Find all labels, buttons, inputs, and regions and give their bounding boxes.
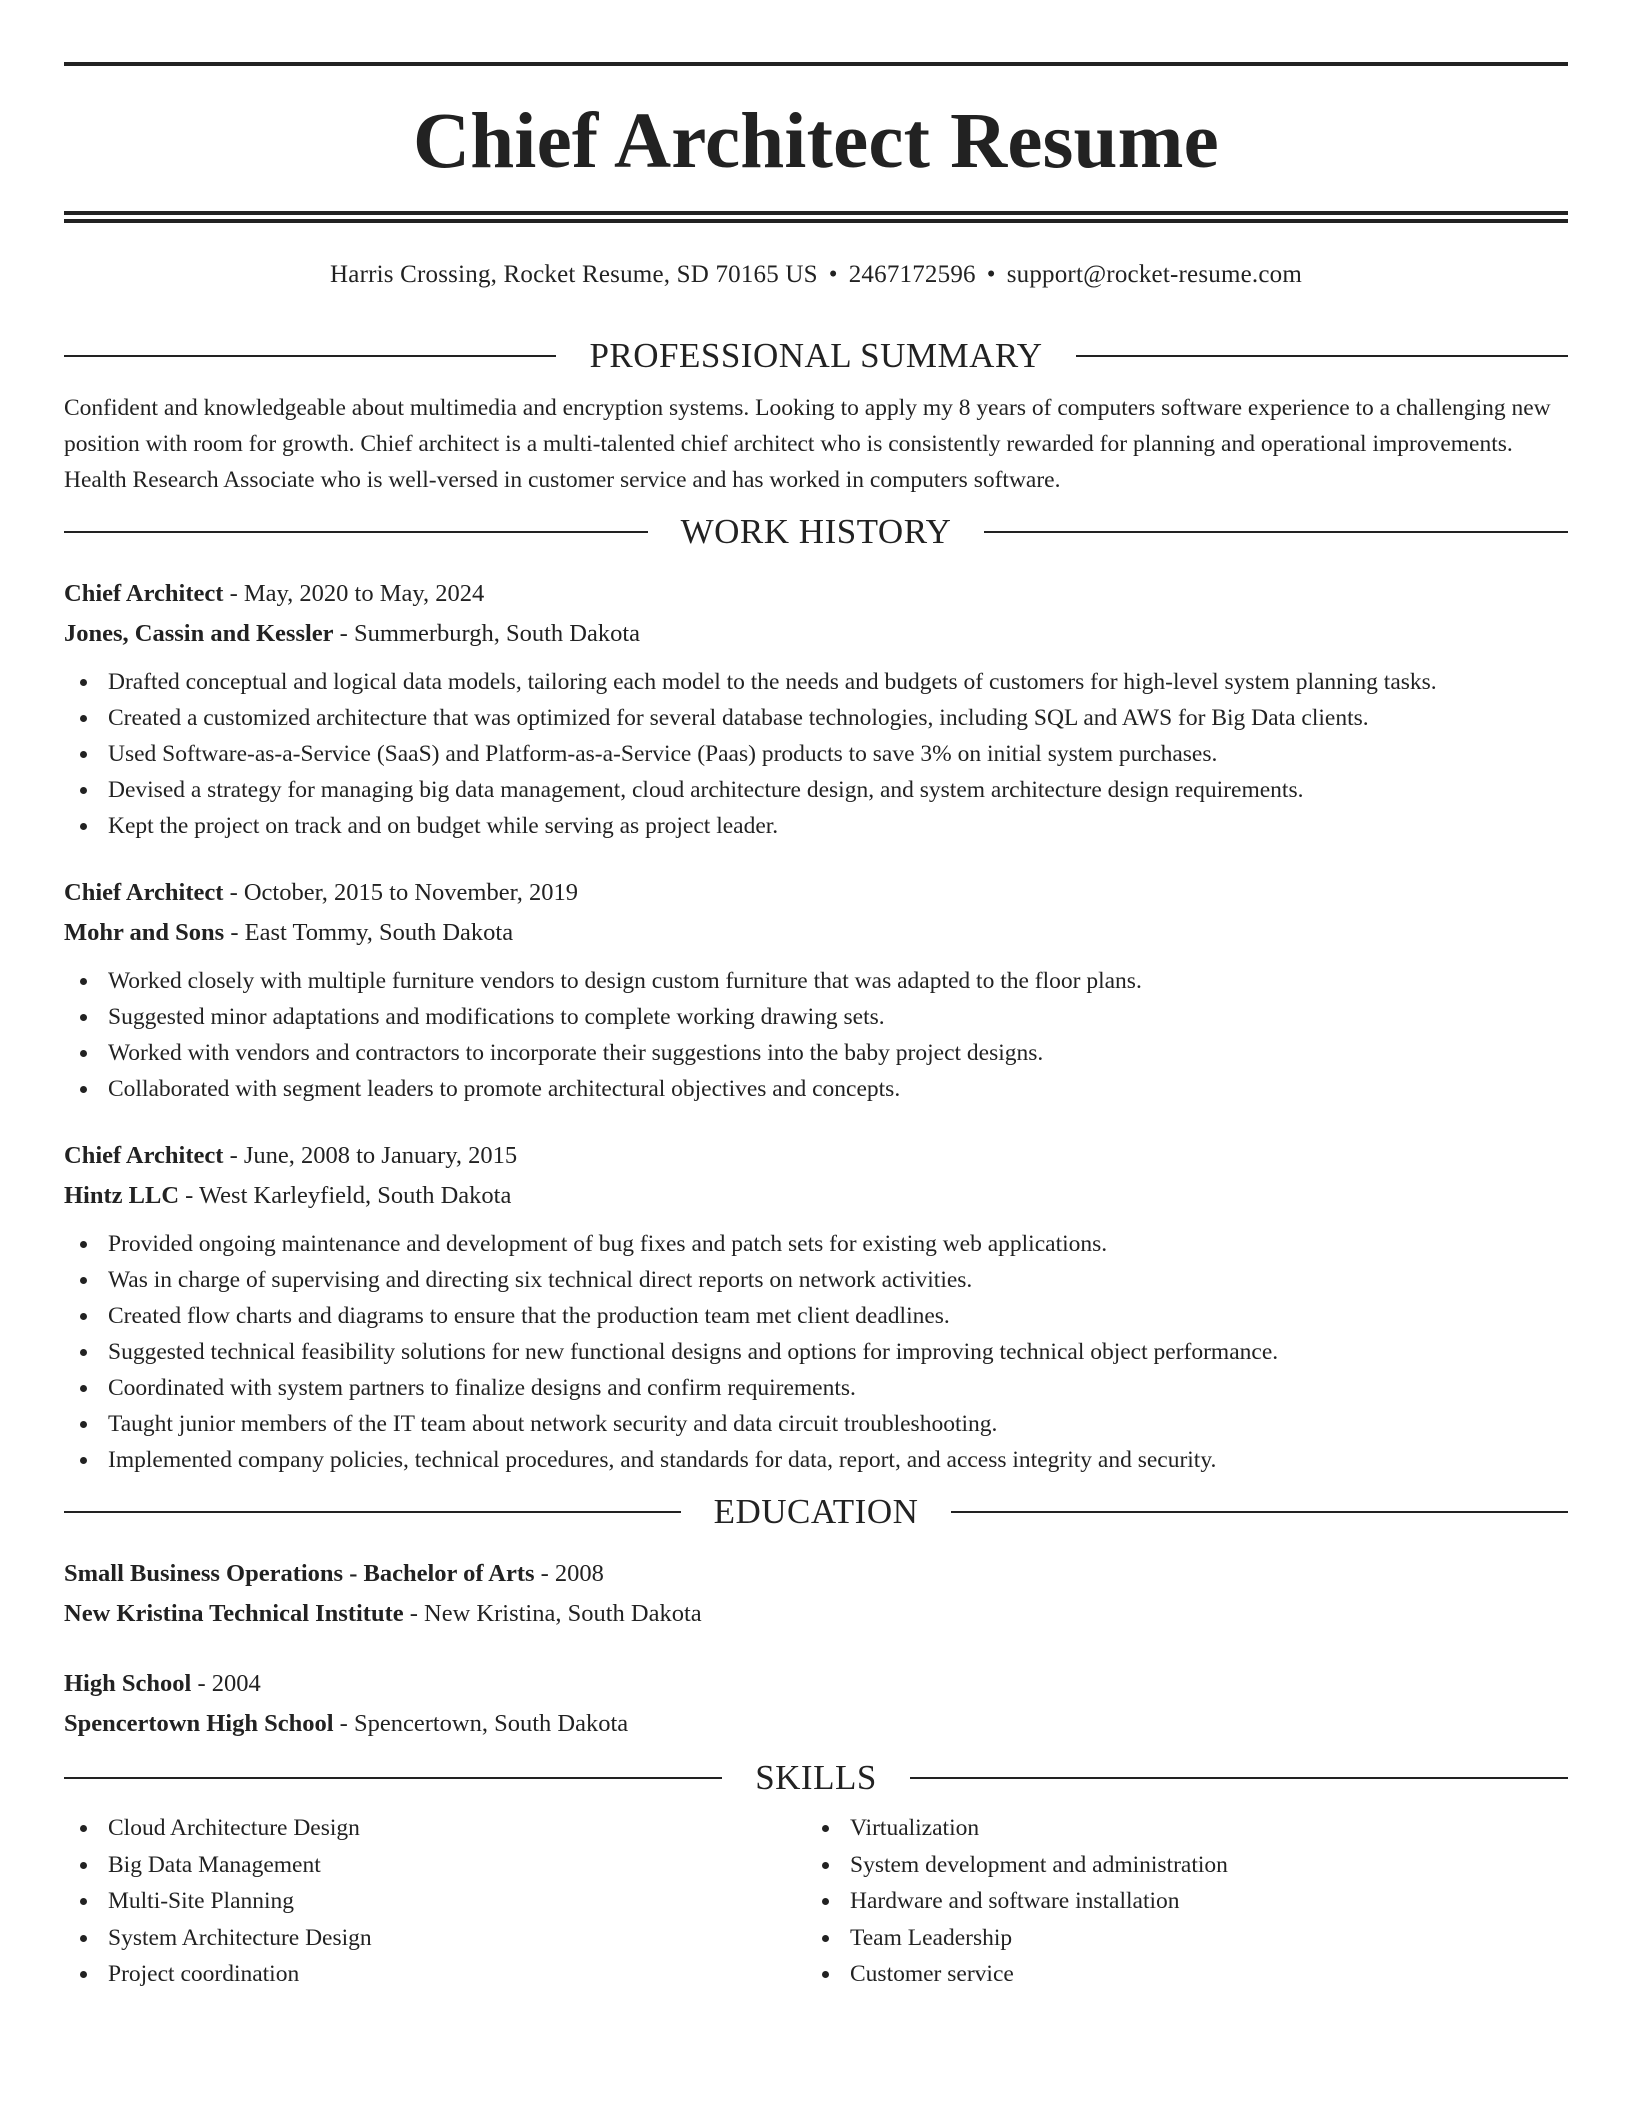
job-location: - East Tommy, South Dakota	[224, 919, 514, 946]
education-degree-line	[64, 1554, 1568, 1594]
job-company: Jones, Cassin and Kessler	[64, 620, 334, 647]
list-item: Worked with vendors and contractors to incorporate their suggestions into the baby project designs.	[64, 1035, 1568, 1071]
section-rule	[951, 1511, 1568, 1513]
job-entry	[64, 574, 1568, 844]
education-degree: High School	[64, 1670, 192, 1697]
job-location: - West Karleyfield, South Dakota	[179, 1182, 512, 1209]
education-degree-line	[64, 1664, 1568, 1704]
job-company-line	[64, 913, 1568, 953]
section-header-summary	[64, 336, 1568, 376]
skill-item: Cloud Architecture Design	[64, 1810, 806, 1847]
skills-list-right	[806, 1810, 1548, 1993]
section-rule	[64, 1511, 681, 1513]
job-title: Chief Architect	[64, 1142, 224, 1169]
skills-columns	[64, 1810, 1568, 1993]
section-rule	[910, 1777, 1568, 1779]
list-item: Created a customized architecture that was optimized for several database technologies, including SQL and AWS for Big Data clients.	[64, 700, 1568, 736]
job-title: Chief Architect	[64, 879, 224, 906]
education-degree: Small Business Operations - Bachelor of Arts	[64, 1560, 535, 1587]
section-rule	[64, 531, 648, 533]
contact-separator: •	[986, 261, 996, 288]
job-dates: - June, 2008 to January, 2015	[223, 1142, 518, 1169]
job-entry	[64, 873, 1568, 1107]
job-bullets	[64, 963, 1568, 1107]
job-company: Mohr and Sons	[64, 919, 225, 946]
list-item: Suggested minor adaptations and modifications to complete working drawing sets.	[64, 999, 1568, 1035]
list-item: Suggested technical feasibility solutions for new functional designs and options for improving technical object performance.	[64, 1334, 1568, 1370]
summary-paragraph: Confident and knowledgeable about multimedia and encryption systems. Looking to apply my 8 years of computers software experience to a challenging new position with room for growth. Chief architect is a multi-talented chief architect who is consistently rewarded for planning and operational improvements. Health Research Associate who is well-versed in customer service and has worked in computers software.	[64, 395, 1551, 493]
education-school-line	[64, 1594, 1568, 1634]
section-title: PROFESSIONAL SUMMARY	[589, 336, 1043, 375]
section-rule	[64, 355, 556, 357]
education-location: - New Kristina, South Dakota	[403, 1600, 702, 1627]
skill-item: System Architecture Design	[64, 1920, 806, 1957]
list-item: Taught junior members of the IT team about network security and data circuit troubleshooting.	[64, 1406, 1568, 1442]
education-year: - 2004	[191, 1670, 261, 1697]
section-rule	[984, 531, 1568, 533]
contact-separator: •	[828, 261, 838, 288]
resume-title: Chief Architect Resume	[413, 98, 1219, 185]
job-bullets	[64, 664, 1568, 844]
job-company-line	[64, 614, 1568, 654]
contact-phone: 2467172596	[848, 261, 976, 288]
job-title-line	[64, 1136, 1568, 1176]
skills-list-left	[64, 1810, 806, 1993]
section-header-work-history	[64, 512, 1568, 552]
list-item: Collaborated with segment leaders to promote architectural objectives and concepts.	[64, 1071, 1568, 1107]
skill-item: System development and administration	[806, 1847, 1548, 1884]
section-rule	[1076, 355, 1568, 357]
list-item: Created flow charts and diagrams to ensure that the production team met client deadlines.	[64, 1298, 1568, 1334]
list-item: Kept the project on track and on budget while serving as project leader.	[64, 808, 1568, 844]
section-title: EDUCATION	[713, 1492, 919, 1531]
skill-item: Hardware and software installation	[806, 1883, 1548, 1920]
contact-address: Harris Crossing, Rocket Resume, SD 70165 US	[330, 261, 818, 288]
title-double-rule	[64, 211, 1568, 223]
job-entry	[64, 1136, 1568, 1478]
education-school: New Kristina Technical Institute	[64, 1600, 404, 1627]
section-rule	[64, 1777, 722, 1779]
education-entry	[64, 1664, 1568, 1744]
contact-line	[64, 261, 1568, 301]
job-company: Hintz LLC	[64, 1182, 180, 1209]
skill-item: Big Data Management	[64, 1847, 806, 1884]
skill-item: Team Leadership	[806, 1920, 1548, 1957]
list-item: Implemented company policies, technical procedures, and standards for data, report, and access integrity and security.	[64, 1442, 1568, 1478]
skill-item: Multi-Site Planning	[64, 1883, 806, 1920]
list-item: Coordinated with system partners to finalize designs and confirm requirements.	[64, 1370, 1568, 1406]
section-title: SKILLS	[755, 1758, 877, 1797]
list-item: Devised a strategy for managing big data management, cloud architecture design, and system architecture design requirements.	[64, 772, 1568, 808]
skill-item: Customer service	[806, 1956, 1548, 1993]
job-title-line	[64, 574, 1568, 614]
list-item: Drafted conceptual and logical data models, tailoring each model to the needs and budgets of customers for high-level system planning tasks.	[64, 664, 1568, 700]
list-item: Used Software-as-a-Service (SaaS) and Platform-as-a-Service (Paas) products to save 3% on initial system purchases.	[64, 736, 1568, 772]
education-location: - Spencertown, South Dakota	[333, 1710, 629, 1737]
education-school: Spencertown High School	[64, 1710, 334, 1737]
job-location: - Summerburgh, South Dakota	[333, 620, 641, 647]
job-dates: - May, 2020 to May, 2024	[223, 580, 485, 607]
education-entry	[64, 1554, 1568, 1634]
skill-item: Project coordination	[64, 1956, 806, 1993]
contact-email: support@rocket-resume.com	[1006, 261, 1302, 288]
skill-item: Virtualization	[806, 1810, 1548, 1847]
section-title: WORK HISTORY	[680, 512, 952, 551]
education-year: - 2008	[534, 1560, 604, 1587]
job-title-line	[64, 873, 1568, 913]
job-title: Chief Architect	[64, 580, 224, 607]
list-item: Was in charge of supervising and directing six technical direct reports on network activities.	[64, 1262, 1568, 1298]
job-dates: - October, 2015 to November, 2019	[223, 879, 579, 906]
list-item: Provided ongoing maintenance and development of bug fixes and patch sets for existing web applications.	[64, 1226, 1568, 1262]
section-header-skills	[64, 1758, 1568, 1798]
list-item: Worked closely with multiple furniture vendors to design custom furniture that was adapted to the floor plans.	[64, 963, 1568, 999]
job-company-line	[64, 1176, 1568, 1216]
section-header-education	[64, 1492, 1568, 1532]
education-school-line	[64, 1704, 1568, 1744]
job-bullets	[64, 1226, 1568, 1478]
